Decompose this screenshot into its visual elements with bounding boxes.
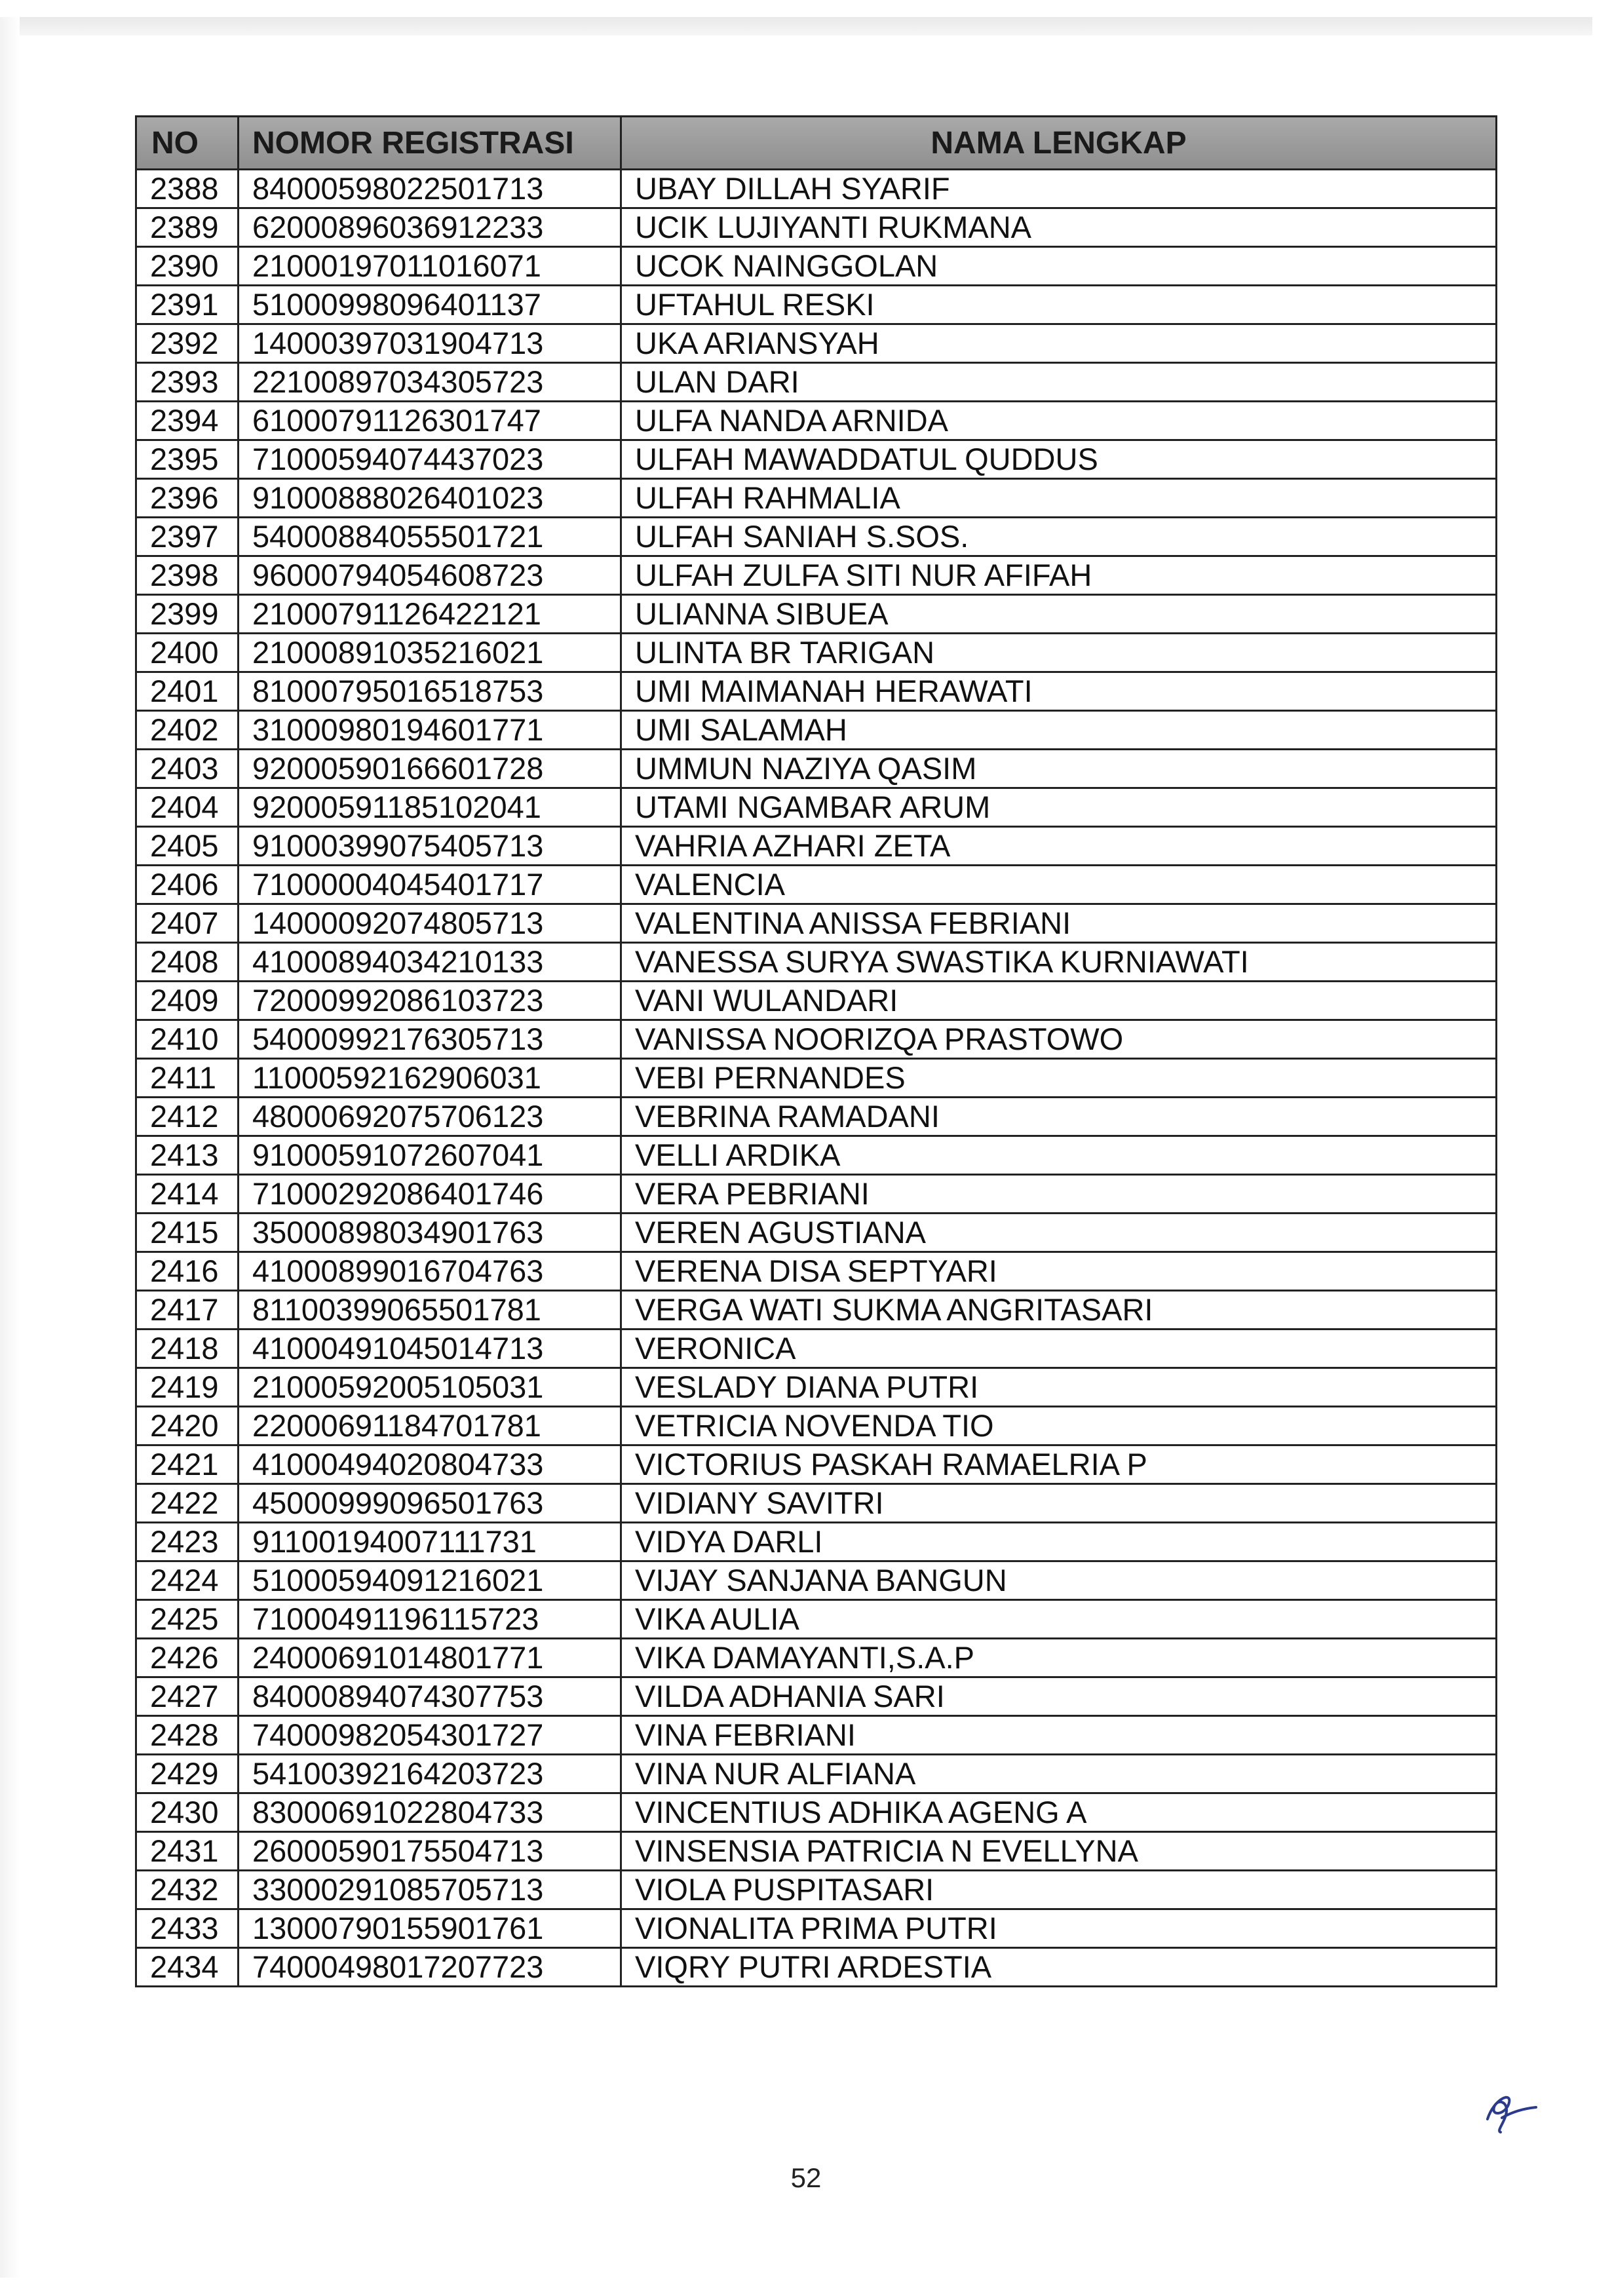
cell-no: 2425	[136, 1600, 239, 1639]
cell-full-name: ULAN DARI	[621, 363, 1497, 402]
table-row	[136, 208, 1497, 247]
table-row	[136, 1098, 1497, 1136]
table-row	[136, 943, 1497, 982]
cell-no: 2396	[136, 479, 239, 518]
table-row	[136, 402, 1497, 440]
cell-full-name: UCOK NAINGGOLAN	[621, 247, 1497, 286]
table-row	[136, 1445, 1497, 1484]
table-row	[136, 750, 1497, 788]
table-row	[136, 595, 1497, 634]
cell-registration-number: 61000791126301747	[239, 402, 621, 440]
cell-registration-number: 21000197011016071	[239, 247, 621, 286]
cell-full-name: VELLI ARDIKA	[621, 1136, 1497, 1175]
table-row	[136, 1716, 1497, 1755]
cell-registration-number: 41000899016704763	[239, 1252, 621, 1291]
cell-no: 2430	[136, 1793, 239, 1832]
cell-registration-number: 71000004045401717	[239, 866, 621, 904]
cell-no: 2406	[136, 866, 239, 904]
cell-no: 2399	[136, 595, 239, 634]
cell-no: 2417	[136, 1291, 239, 1330]
cell-no: 2405	[136, 827, 239, 866]
cell-no: 2424	[136, 1561, 239, 1600]
header-full-name: NAMA LENGKAP	[621, 117, 1497, 170]
table-row	[136, 1677, 1497, 1716]
cell-no: 2414	[136, 1175, 239, 1214]
cell-registration-number: 74000982054301727	[239, 1716, 621, 1755]
table-row	[136, 1330, 1497, 1368]
cell-full-name: VALENTINA ANISSA FEBRIANI	[621, 904, 1497, 943]
cell-registration-number: 92000591185102041	[239, 788, 621, 827]
cell-registration-number: 51000594091216021	[239, 1561, 621, 1600]
cell-no: 2393	[136, 363, 239, 402]
cell-registration-number: 21000891035216021	[239, 634, 621, 672]
table-row	[136, 1291, 1497, 1330]
cell-registration-number: 84000894074307753	[239, 1677, 621, 1716]
table-row	[136, 1252, 1497, 1291]
table-row	[136, 286, 1497, 324]
table-row	[136, 1214, 1497, 1252]
table-row	[136, 1639, 1497, 1677]
cell-registration-number: 33000291085705713	[239, 1871, 621, 1909]
cell-full-name: VERONICA	[621, 1330, 1497, 1368]
scan-edge-left	[0, 17, 20, 2278]
cell-registration-number: 81100399065501781	[239, 1291, 621, 1330]
cell-registration-number: 31000980194601771	[239, 711, 621, 750]
cell-registration-number: 83000691022804733	[239, 1793, 621, 1832]
cell-registration-number: 41000491045014713	[239, 1330, 621, 1368]
table-row	[136, 1020, 1497, 1059]
cell-no: 2404	[136, 788, 239, 827]
cell-full-name: VESLADY DIANA PUTRI	[621, 1368, 1497, 1407]
cell-full-name: ULFA NANDA ARNIDA	[621, 402, 1497, 440]
cell-no: 2429	[136, 1755, 239, 1793]
cell-full-name: UFTAHUL RESKI	[621, 286, 1497, 324]
cell-registration-number: 91000399075405713	[239, 827, 621, 866]
cell-full-name: VIQRY PUTRI ARDESTIA	[621, 1948, 1497, 1987]
table-row	[136, 1059, 1497, 1098]
cell-registration-number: 26000590175504713	[239, 1832, 621, 1871]
cell-registration-number: 14000092074805713	[239, 904, 621, 943]
cell-no: 2397	[136, 518, 239, 556]
cell-no: 2394	[136, 402, 239, 440]
cell-full-name: VIOLA PUSPITASARI	[621, 1871, 1497, 1909]
table-row	[136, 788, 1497, 827]
cell-no: 2422	[136, 1484, 239, 1523]
header-no: NO	[136, 117, 239, 170]
cell-registration-number: 84000598022501713	[239, 170, 621, 208]
cell-no: 2400	[136, 634, 239, 672]
cell-no: 2431	[136, 1832, 239, 1871]
table-row	[136, 1136, 1497, 1175]
cell-no: 2401	[136, 672, 239, 711]
cell-full-name: ULFAH ZULFA SITI NUR AFIFAH	[621, 556, 1497, 595]
cell-full-name: UTAMI NGAMBAR ARUM	[621, 788, 1497, 827]
cell-no: 2416	[136, 1252, 239, 1291]
table-row	[136, 982, 1497, 1020]
cell-full-name: VICTORIUS PASKAH RAMAELRIA P	[621, 1445, 1497, 1484]
cell-no: 2395	[136, 440, 239, 479]
cell-no: 2398	[136, 556, 239, 595]
table-row	[136, 363, 1497, 402]
cell-full-name: VANESSA SURYA SWASTIKA KURNIAWATI	[621, 943, 1497, 982]
cell-full-name: VINA FEBRIANI	[621, 1716, 1497, 1755]
cell-full-name: VIJAY SANJANA BANGUN	[621, 1561, 1497, 1600]
table-row	[136, 518, 1497, 556]
cell-registration-number: 54000992176305713	[239, 1020, 621, 1059]
initial-signature-icon	[1468, 2078, 1540, 2137]
cell-full-name: VEBI PERNANDES	[621, 1059, 1497, 1098]
cell-full-name: VANISSA NOORIZQA PRASTOWO	[621, 1020, 1497, 1059]
cell-no: 2391	[136, 286, 239, 324]
cell-full-name: VERA PEBRIANI	[621, 1175, 1497, 1214]
cell-full-name: VALENCIA	[621, 866, 1497, 904]
cell-no: 2411	[136, 1059, 239, 1098]
cell-full-name: ULINTA BR TARIGAN	[621, 634, 1497, 672]
cell-full-name: VIDYA DARLI	[621, 1523, 1497, 1561]
table-row	[136, 1484, 1497, 1523]
cell-full-name: VIONALITA PRIMA PUTRI	[621, 1909, 1497, 1948]
table-row	[136, 711, 1497, 750]
cell-no: 2433	[136, 1909, 239, 1948]
cell-registration-number: 91000888026401023	[239, 479, 621, 518]
cell-registration-number: 21000791126422121	[239, 595, 621, 634]
cell-no: 2409	[136, 982, 239, 1020]
cell-registration-number: 54000884055501721	[239, 518, 621, 556]
cell-registration-number: 91100194007111731	[239, 1523, 621, 1561]
cell-no: 2426	[136, 1639, 239, 1677]
cell-full-name: VIDIANY SAVITRI	[621, 1484, 1497, 1523]
cell-full-name: UMI MAIMANAH HERAWATI	[621, 672, 1497, 711]
table-row	[136, 1871, 1497, 1909]
registration-table	[135, 115, 1497, 1987]
cell-registration-number: 41000494020804733	[239, 1445, 621, 1484]
cell-full-name: ULFAH SANIAH S.SOS.	[621, 518, 1497, 556]
table-row	[136, 1561, 1497, 1600]
table-row	[136, 440, 1497, 479]
table-row	[136, 247, 1497, 286]
table-row	[136, 479, 1497, 518]
cell-registration-number: 71000594074437023	[239, 440, 621, 479]
cell-registration-number: 71000292086401746	[239, 1175, 621, 1214]
table-row	[136, 866, 1497, 904]
cell-no: 2420	[136, 1407, 239, 1445]
table-row	[136, 1948, 1497, 1987]
cell-registration-number: 14000397031904713	[239, 324, 621, 363]
cell-full-name: UBAY DILLAH SYARIF	[621, 170, 1497, 208]
cell-registration-number: 22100897034305723	[239, 363, 621, 402]
cell-registration-number: 62000896036912233	[239, 208, 621, 247]
cell-full-name: VAHRIA AZHARI ZETA	[621, 827, 1497, 866]
cell-no: 2423	[136, 1523, 239, 1561]
cell-registration-number: 48000692075706123	[239, 1098, 621, 1136]
cell-no: 2403	[136, 750, 239, 788]
cell-no: 2432	[136, 1871, 239, 1909]
cell-registration-number: 91000591072607041	[239, 1136, 621, 1175]
cell-full-name: VINCENTIUS ADHIKA AGENG A	[621, 1793, 1497, 1832]
table-row	[136, 170, 1497, 208]
cell-registration-number: 74000498017207723	[239, 1948, 621, 1987]
cell-no: 2410	[136, 1020, 239, 1059]
cell-no: 2408	[136, 943, 239, 982]
cell-no: 2407	[136, 904, 239, 943]
cell-registration-number: 22000691184701781	[239, 1407, 621, 1445]
table-row	[136, 904, 1497, 943]
cell-no: 2434	[136, 1948, 239, 1987]
scan-edge-top	[20, 17, 1592, 35]
cell-registration-number: 72000992086103723	[239, 982, 621, 1020]
cell-full-name: ULFAH RAHMALIA	[621, 479, 1497, 518]
table-row	[136, 634, 1497, 672]
cell-full-name: UKA ARIANSYAH	[621, 324, 1497, 363]
table-row	[136, 1909, 1497, 1948]
cell-registration-number: 11000592162906031	[239, 1059, 621, 1098]
cell-registration-number: 41000894034210133	[239, 943, 621, 982]
cell-full-name: VILDA ADHANIA SARI	[621, 1677, 1497, 1716]
cell-no: 2402	[136, 711, 239, 750]
table-row	[136, 1600, 1497, 1639]
cell-full-name: VIKA AULIA	[621, 1600, 1497, 1639]
cell-full-name: UCIK LUJIYANTI RUKMANA	[621, 208, 1497, 247]
cell-full-name: VINSENSIA PATRICIA N EVELLYNA	[621, 1832, 1497, 1871]
cell-full-name: VEREN AGUSTIANA	[621, 1214, 1497, 1252]
cell-full-name: ULFAH MAWADDATUL QUDDUS	[621, 440, 1497, 479]
cell-registration-number: 51000998096401137	[239, 286, 621, 324]
cell-full-name: VINA NUR ALFIANA	[621, 1755, 1497, 1793]
table-row	[136, 1368, 1497, 1407]
cell-no: 2428	[136, 1716, 239, 1755]
cell-registration-number: 21000592005105031	[239, 1368, 621, 1407]
page-number: 52	[790, 2162, 822, 2193]
cell-registration-number: 35000898034901763	[239, 1214, 621, 1252]
cell-no: 2390	[136, 247, 239, 286]
cell-no: 2413	[136, 1136, 239, 1175]
cell-full-name: UMMUN NAZIYA QASIM	[621, 750, 1497, 788]
cell-full-name: VEBRINA RAMADANI	[621, 1098, 1497, 1136]
cell-registration-number: 81000795016518753	[239, 672, 621, 711]
table-row	[136, 556, 1497, 595]
header-registration-number: NOMOR REGISTRASI	[239, 117, 621, 170]
cell-registration-number: 92000590166601728	[239, 750, 621, 788]
table-body	[136, 170, 1497, 1987]
table-row	[136, 672, 1497, 711]
table-row	[136, 1832, 1497, 1871]
cell-full-name: VERENA DISA SEPTYARI	[621, 1252, 1497, 1291]
cell-registration-number: 24000691014801771	[239, 1639, 621, 1677]
cell-registration-number: 96000794054608723	[239, 556, 621, 595]
table-row	[136, 827, 1497, 866]
table-row	[136, 1793, 1497, 1832]
cell-full-name: ULIANNA SIBUEA	[621, 595, 1497, 634]
cell-registration-number: 54100392164203723	[239, 1755, 621, 1793]
cell-full-name: VANI WULANDARI	[621, 982, 1497, 1020]
cell-no: 2388	[136, 170, 239, 208]
table-row	[136, 1755, 1497, 1793]
table-row	[136, 1523, 1497, 1561]
cell-no: 2418	[136, 1330, 239, 1368]
table-row	[136, 324, 1497, 363]
cell-full-name: VETRICIA NOVENDA TIO	[621, 1407, 1497, 1445]
cell-no: 2419	[136, 1368, 239, 1407]
cell-registration-number: 13000790155901761	[239, 1909, 621, 1948]
cell-registration-number: 71000491196115723	[239, 1600, 621, 1639]
cell-no: 2389	[136, 208, 239, 247]
cell-no: 2421	[136, 1445, 239, 1484]
table-row	[136, 1407, 1497, 1445]
cell-no: 2412	[136, 1098, 239, 1136]
cell-no: 2427	[136, 1677, 239, 1716]
cell-full-name: UMI SALAMAH	[621, 711, 1497, 750]
table-row	[136, 1175, 1497, 1214]
cell-no: 2392	[136, 324, 239, 363]
table-header-row	[136, 117, 1497, 170]
cell-no: 2415	[136, 1214, 239, 1252]
cell-registration-number: 45000999096501763	[239, 1484, 621, 1523]
cell-full-name: VIKA DAMAYANTI,S.A.P	[621, 1639, 1497, 1677]
cell-full-name: VERGA WATI SUKMA ANGRITASARI	[621, 1291, 1497, 1330]
